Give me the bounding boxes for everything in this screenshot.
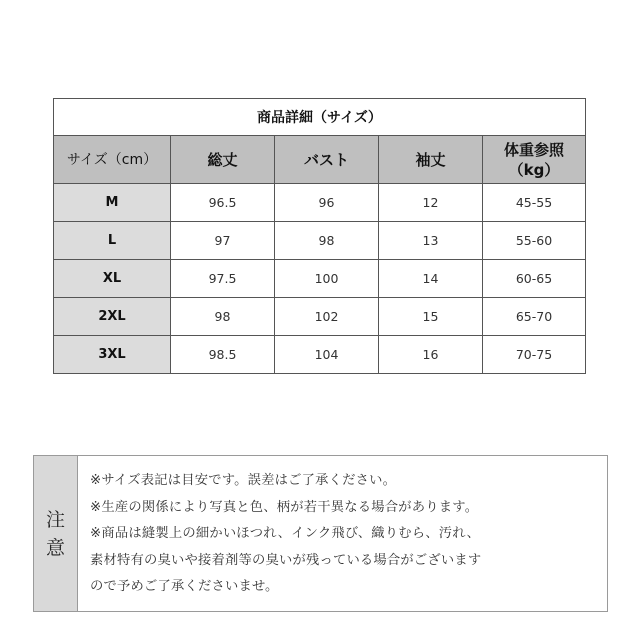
notes-label [34, 456, 78, 611]
table-row [54, 298, 586, 336]
notes-box [33, 455, 608, 612]
header-sleeve: 袖丈 [379, 136, 483, 184]
weight-cell: 60-65 [483, 260, 586, 298]
header-bust: バスト [275, 136, 379, 184]
sleeve-cell: 13 [379, 222, 483, 260]
note-line: 素材特有の臭いや接着剤等の臭いが残っている場合がございます [90, 552, 482, 568]
weight-cell: 65-70 [483, 298, 586, 336]
table-row [54, 336, 586, 374]
notes-body [78, 456, 481, 611]
table-title: 商品詳細（サイズ） [54, 99, 586, 136]
length-cell: 96.5 [171, 184, 275, 222]
weight-cell: 45-55 [483, 184, 586, 222]
size-label: L [54, 222, 171, 260]
header-size: サイズ（cm） [54, 136, 171, 184]
sleeve-cell: 12 [379, 184, 483, 222]
length-cell: 98.5 [171, 336, 275, 374]
note-line: ※商品は縫製上の細かいほつれ、インク飛び、織りむら、汚れ、 [90, 526, 481, 541]
sleeve-cell: 15 [379, 298, 483, 336]
header-weight [483, 136, 586, 184]
weight-cell: 55-60 [483, 222, 586, 260]
size-label: XL [54, 260, 171, 298]
table-row [54, 260, 586, 298]
note-line: ※生産の関係により写真と色、柄が若干異なる場合があります。 [90, 499, 479, 515]
length-cell: 98 [171, 298, 275, 336]
notes-label-char: 意 [45, 536, 65, 559]
bust-cell: 104 [275, 336, 379, 374]
sleeve-cell: 14 [379, 260, 483, 298]
sleeve-cell: 16 [379, 336, 483, 374]
table-row [54, 184, 586, 222]
note-line: ので予めご了承くださいませ。 [90, 579, 279, 594]
bust-cell: 96 [275, 184, 379, 222]
length-cell: 97 [171, 222, 275, 260]
size-label: 2XL [54, 298, 171, 336]
length-cell: 97.5 [171, 260, 275, 298]
header-length: 総丈 [171, 136, 275, 184]
bust-cell: 100 [275, 260, 379, 298]
size-label: M [54, 184, 171, 222]
size-label: 3XL [54, 336, 171, 374]
header-row [54, 136, 586, 184]
notes-label-char: 注 [45, 508, 65, 531]
bust-cell: 98 [275, 222, 379, 260]
note-line: ※サイズ表記は目安です。誤差はご了承ください。 [90, 473, 397, 488]
header-weight-unit: （kg） [508, 160, 560, 179]
table-row [54, 222, 586, 260]
size-table [53, 98, 586, 374]
bust-cell: 102 [275, 298, 379, 336]
header-weight-label: 体重参照 [503, 140, 564, 159]
weight-cell: 70-75 [483, 336, 586, 374]
